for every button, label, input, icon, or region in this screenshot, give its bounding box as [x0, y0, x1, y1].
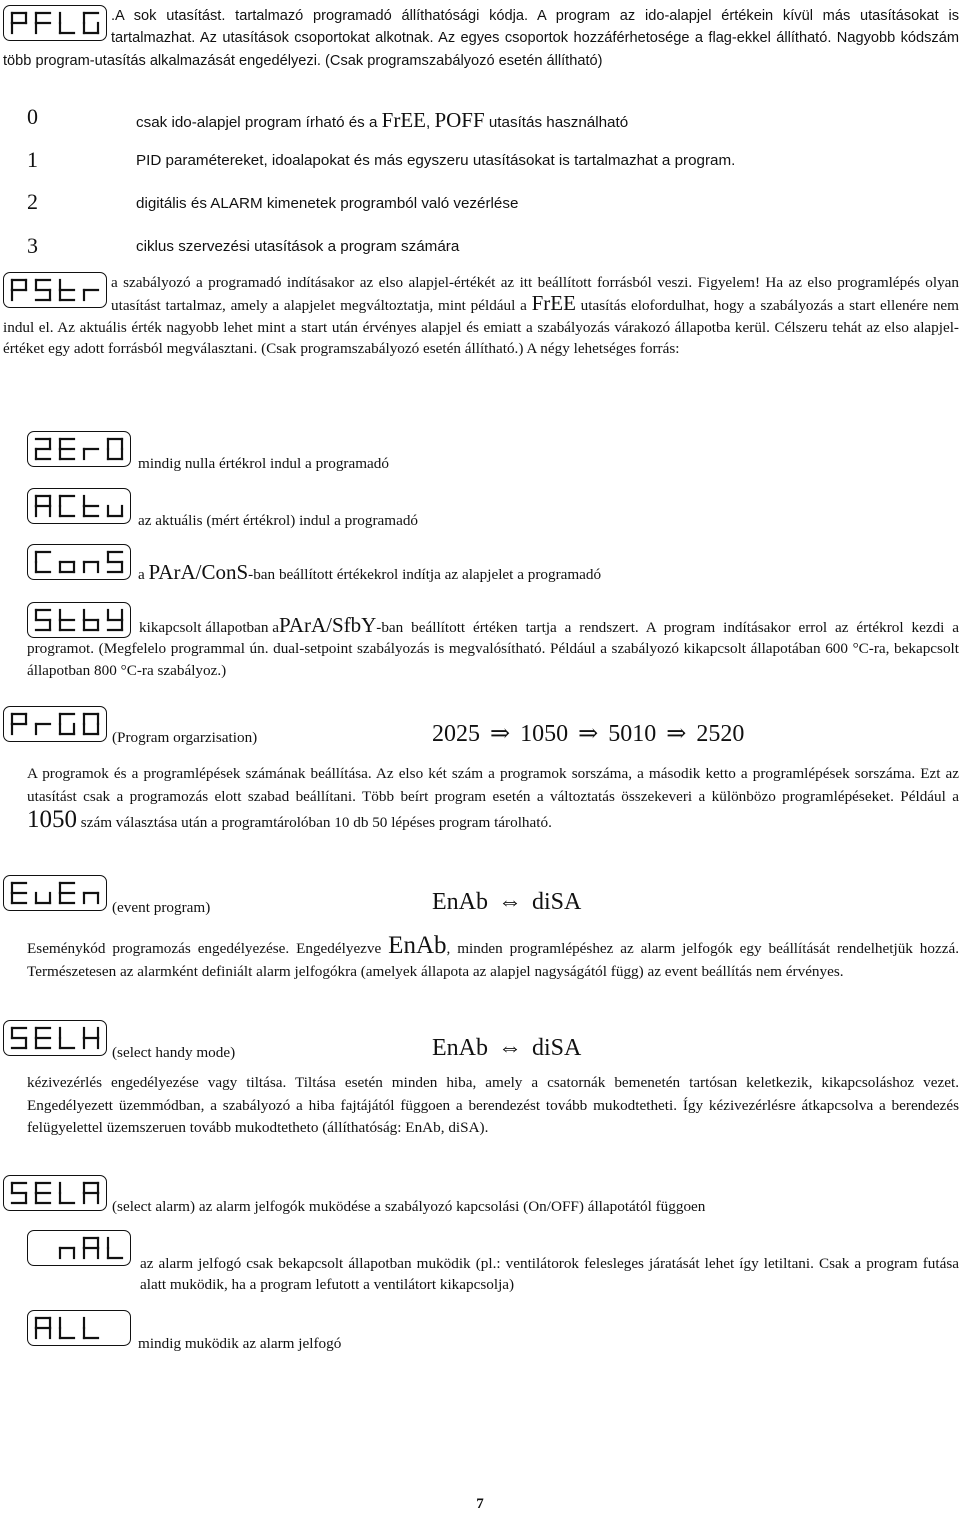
- lcd-selh: [3, 1020, 107, 1056]
- lcd-glyphs: [28, 432, 132, 468]
- lcd-onal: [27, 1230, 131, 1266]
- sela-text: (select alarm) az alarm jelfogók muködése a szabályozó kapcsolási (On/OFF) állapotától függoen: [112, 1198, 706, 1215]
- even-options: [432, 889, 581, 916]
- lcd-pflg: [3, 5, 107, 41]
- cons-text: a PArA/ConS-ban beállított értékekrol indítja az alapjelet a programadó: [138, 560, 602, 584]
- level-0-text: csak ido-alapjel program írható és a FrEE, POFF utasítás használható: [136, 108, 629, 132]
- option-enab: EnAb: [432, 889, 488, 915]
- double-arrow-icon: ⇔: [498, 889, 522, 915]
- lcd-sela: [3, 1175, 107, 1211]
- even-label: (event program): [112, 899, 211, 916]
- double-arrow-icon: ⇔: [498, 1035, 522, 1061]
- seq-value: 2025: [432, 721, 480, 747]
- seq-value: 1050: [520, 721, 569, 747]
- selh-label: (select handy mode): [112, 1044, 236, 1061]
- all-text: mindig muködik az alarm jelfogó: [138, 1335, 342, 1352]
- pflg-paragraph: [3, 5, 959, 72]
- onal-text: az alarm jelfogó csak bekapcsolt állapotban muködik (pl.: ventilátorok felesleges járatását lehet így letiltani. Csak a program futása alatt muködik, ha a program lefutott a ventilátort kikapcsolja): [140, 1255, 959, 1294]
- level-2-text: digitális és ALARM kimenetek programból való vezérlése: [136, 195, 519, 212]
- lcd-stby: [27, 602, 131, 638]
- lcd-glyphs: [28, 603, 132, 639]
- lcd-pstr: [3, 272, 107, 308]
- lcd-glyphs: [4, 707, 108, 743]
- lcd-glyphs: [28, 1231, 132, 1267]
- lcd-cons: [27, 544, 131, 580]
- option-disa: diSA: [532, 1035, 582, 1061]
- lcd-actu: [27, 488, 131, 524]
- lcd-glyphs: [4, 6, 108, 42]
- level-3-text: ciklus szervezési utasítások a program számára: [136, 238, 460, 255]
- zero-text: mindig nulla értékrol indul a programadó: [138, 455, 389, 472]
- stby-paragraph: kikapcsolt állapotban aPArA/SfbY-ban beállított értéken tartja a rendszert. A program indításakor errol az értékrol kezdi a programot. (Megfelelo programmal ún. dual-setpoint szabályozás is megvalósítható. Például a szabályozó kikapcsolt állapotában 600 °C-ra, bekapcsolt állapotban 800 °C-ra szabályoz.): [27, 602, 959, 681]
- option-enab: EnAb: [432, 1035, 488, 1061]
- lcd-glyphs: [4, 876, 108, 912]
- prgo-label: (Program orgarzisation): [112, 729, 258, 746]
- lcd-glyphs: [28, 545, 132, 581]
- lcd-glyphs: [28, 489, 132, 525]
- lcd-glyphs: [4, 273, 108, 309]
- seq-value: 2520: [696, 721, 745, 747]
- pstr-paragraph: a szabályozó a programadó indításakor az elso alapjel-értékét az itt beállított forrásból veszi. Figyelem! Ha az elso programlépés olyan utasítást tartalmaz, amely a alapjelet megváltoztatja, mint például a FrEE utasítás elofordulhat, hogy a szabályozás a start ellenére nem indul el. Az aktuális érték nagyobb lehet mint a start után érvényes alapjel és emiatt a szabályozás várakozó állapotba kerül. Célszeru tehát az elso alapjel-értéket egy adott forrásból megválasztani. (Csak programszabályozó esetén állítható.) A négy lehetséges forrás:: [3, 274, 959, 357]
- lcd-even: [3, 875, 107, 911]
- actu-text: az aktuális (mért értékrol) indul a programadó: [138, 512, 419, 529]
- level-1-number: 1: [27, 147, 38, 172]
- page-number: 7: [476, 1496, 484, 1512]
- lcd-all: [27, 1310, 131, 1346]
- selh-options: [432, 1035, 581, 1062]
- even-paragraph: Eseménykód programozás engedélyezése. Engedélyezve EnAb, minden programlépéshez az alarm jelfogók egy beállítását rendelhetjük hozzá. Természetesen az alarmként definiált alarm jelfogókra (amelyek állapota az alapjel nagyságától függ) az event beállítás nem érvényes.: [27, 932, 959, 980]
- lcd-glyphs: [28, 1311, 132, 1347]
- lcd-glyphs: [4, 1021, 108, 1057]
- lcd-zero: [27, 431, 131, 467]
- pflg-text-note: (Csak programszabályozó esetén állítható): [321, 52, 603, 69]
- level-1-text: PID paramétereket, idoalapokat és más egyszeru utasításokat is tartalmazhat a program.: [136, 152, 736, 169]
- level-0-number: 0: [27, 104, 38, 129]
- selh-paragraph: kézivezérlés engedélyezése vagy tiltása. Tiltása esetén minden hiba, amely a csatornák bemenetén tartósan keletkezik, kikapcsoláshoz vezet. Engedélyezett üzemmódban, a szabályozó a hiba fajtájától függoen a berendezést tovább mukodtetheti. Így kézivezérlésre átkapcsolva a berendezés felügyelettel üzemszeruen tovább mukodtetheto (állíthatóság: EnAb, diSA).: [27, 1074, 959, 1136]
- arrow-icon: ⇒: [666, 721, 687, 747]
- seq-value: 5010: [608, 721, 657, 747]
- level-3-number: 3: [27, 233, 38, 258]
- level-2-number: 2: [27, 189, 38, 214]
- prgo-paragraph: A programok és a programlépések számának beállítása. Az elso két szám a programok sorszáma, a második ketto a programlépések sorszáma. Ezt az utasítást csak a programozás elott szabad beállítani. Több beírt program esetén a változtatás összekeveri a különbözo programlépéseket. Például a 1050 szám választása után a programtárolóban 10 db 50 lépéses program tárolható.: [27, 765, 959, 833]
- prgo-sequence: [432, 719, 744, 748]
- pflg-text: .A sok utasítást. tartalmazó programadó állíthatósági kódja. A program az ido-alapjel értékein kívül más utasításokat is tartalmazhat. Az utasítások csoportokat alkotnak. Az egyes csoportok hozzáférhetosége a flag-ekkel állítható. Nagyobb kódszám több program-utasítás alkalmazását engedélyezi.: [3, 8, 959, 69]
- arrow-icon: ⇒: [578, 721, 599, 747]
- option-disa: diSA: [532, 889, 582, 915]
- lcd-glyphs: [4, 1176, 108, 1212]
- lcd-prgo: [3, 706, 107, 742]
- arrow-icon: ⇒: [490, 721, 511, 747]
